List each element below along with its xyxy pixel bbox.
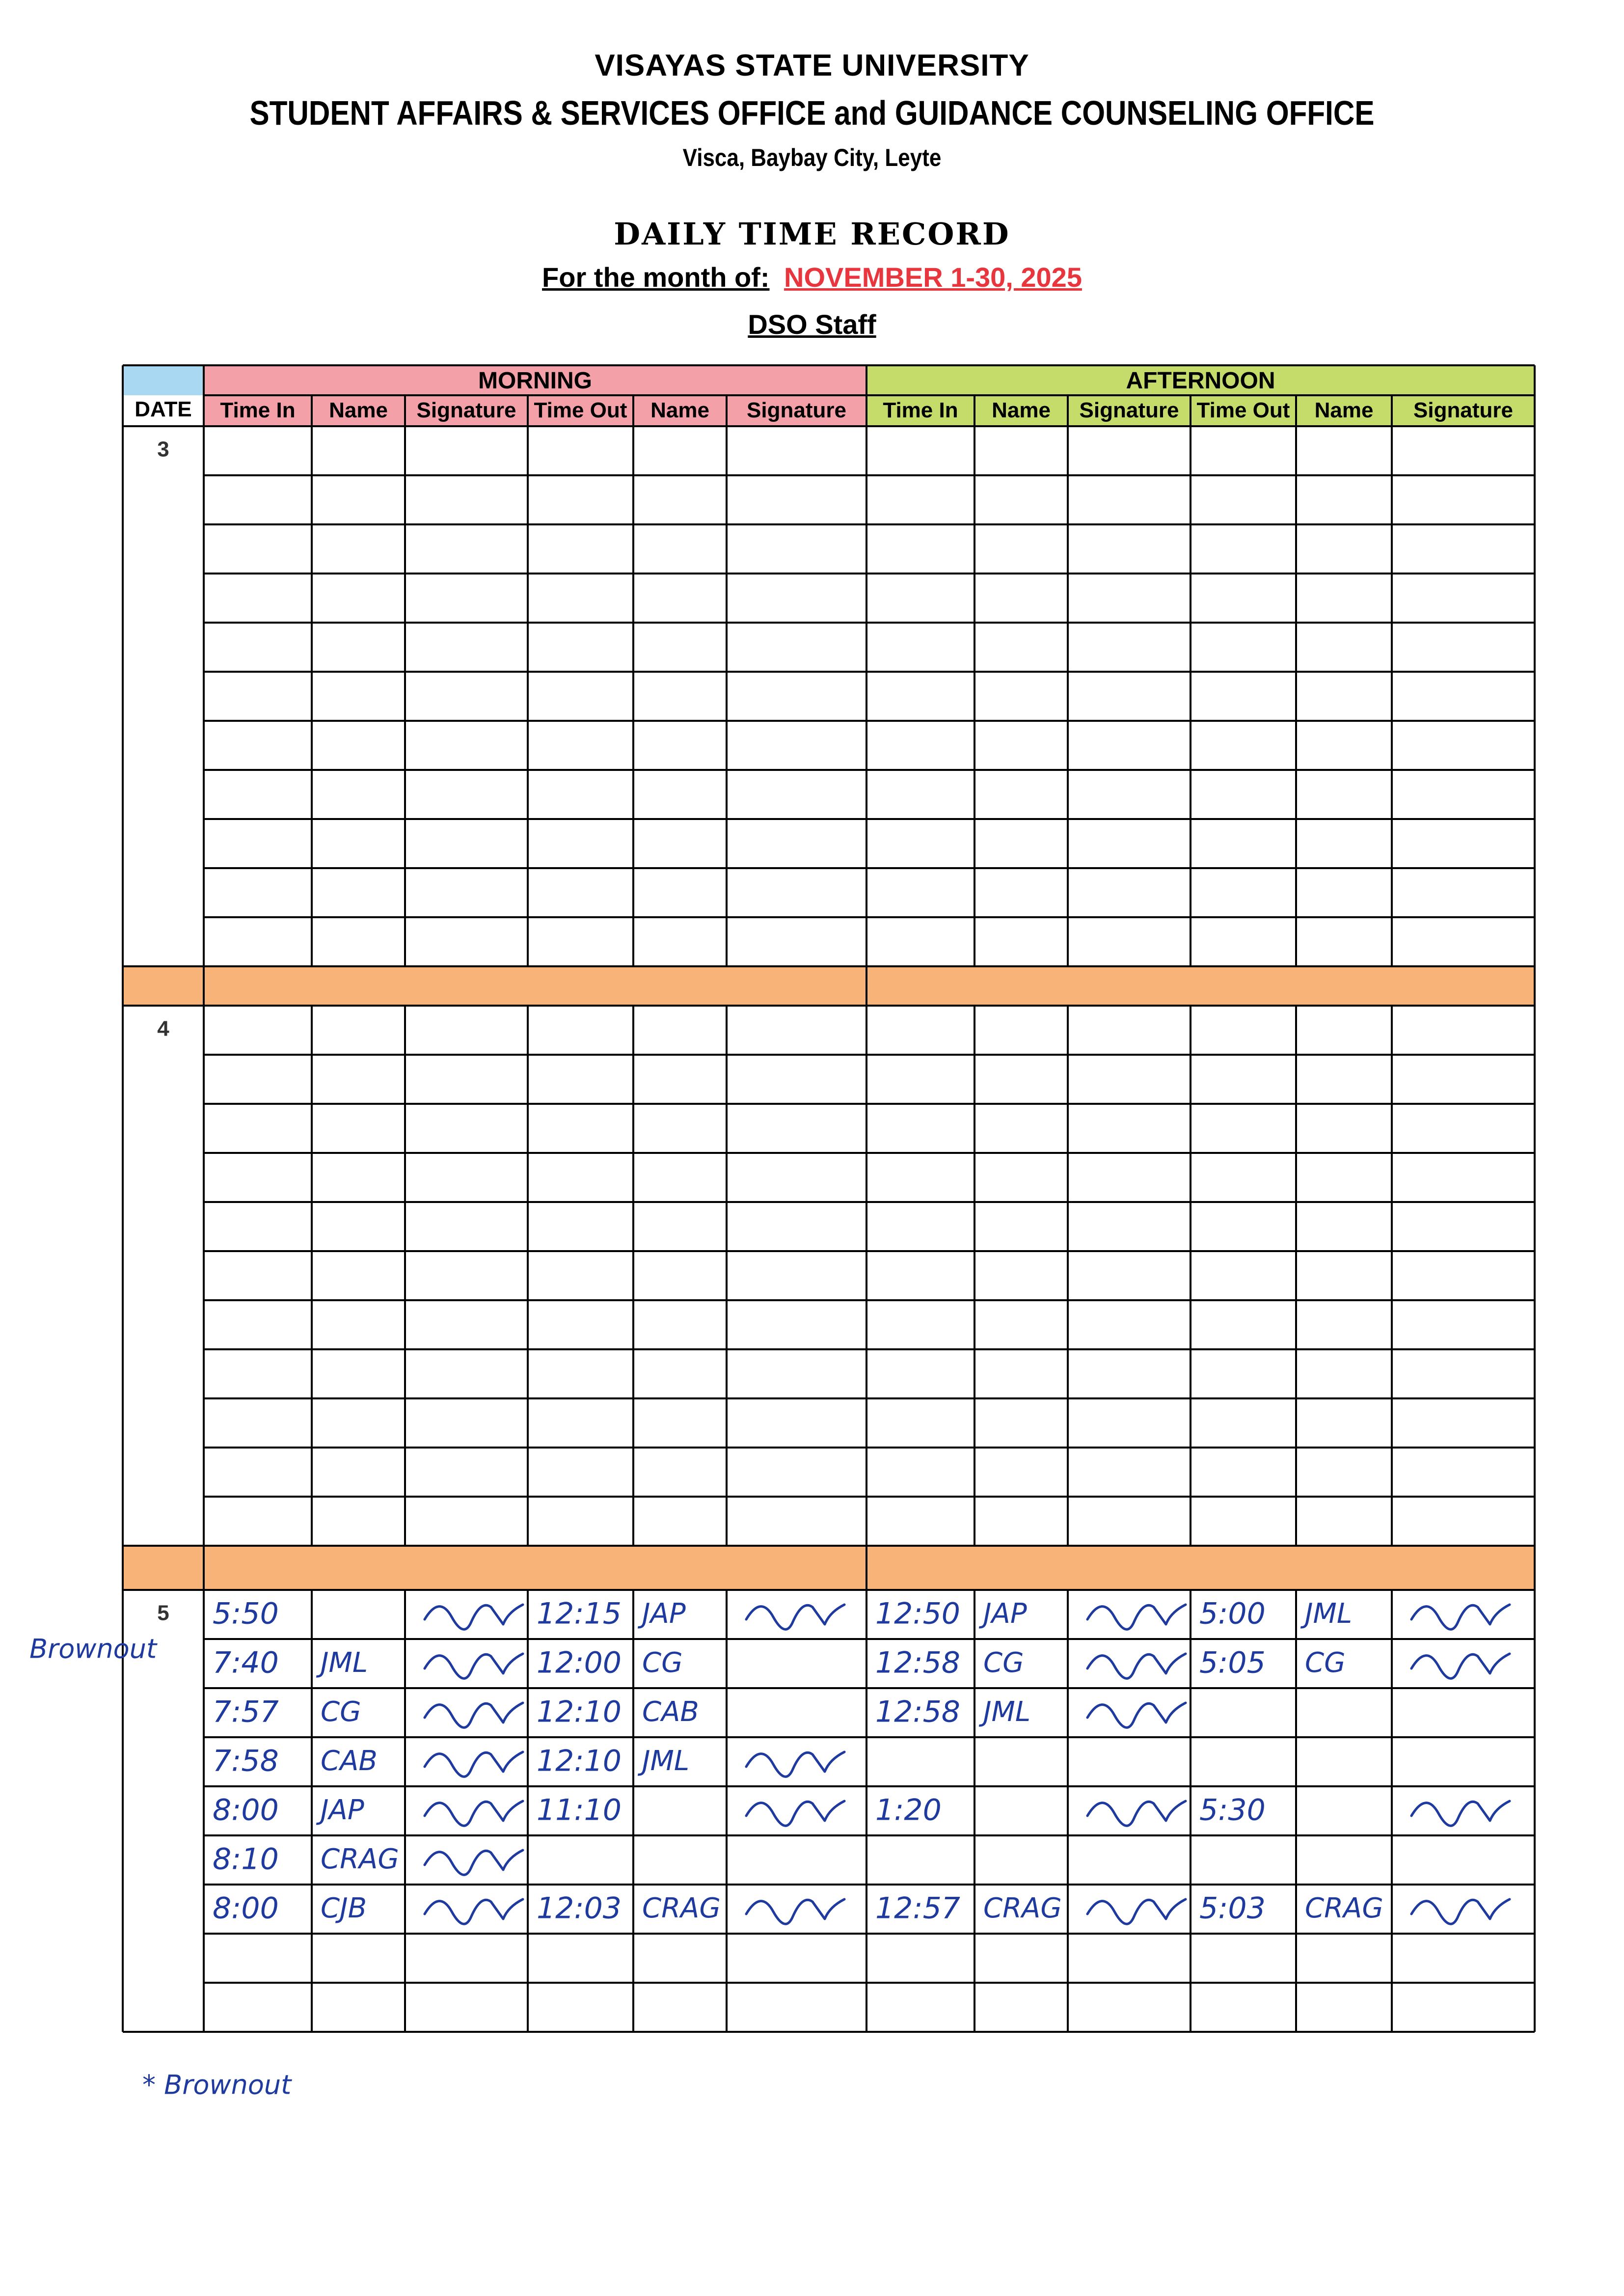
date-label: 4 — [157, 1016, 169, 1041]
signature-mark — [1087, 1899, 1186, 1924]
handwritten-entry: CRAG — [642, 1892, 721, 1925]
month-label: For the month of: — [542, 262, 770, 293]
handwritten-entry: 8:00 — [213, 1793, 279, 1828]
column-header: Signature — [416, 398, 516, 423]
university-name: VISAYAS STATE UNIVERSITY — [595, 49, 1029, 82]
day-separator — [123, 1546, 1535, 1590]
handwritten-entry: JML — [983, 1696, 1031, 1728]
signature-mark — [1411, 1899, 1510, 1924]
handwritten-entry: 8:10 — [213, 1842, 279, 1877]
handwritten-entry: 12:03 — [537, 1891, 622, 1926]
handwritten-entry: 12:58 — [875, 1645, 960, 1680]
footnote-note: * Brownout — [142, 2069, 292, 2101]
column-header: Signature — [747, 398, 846, 423]
handwritten-entry: 11:10 — [537, 1793, 622, 1828]
month-value: NOVEMBER 1-30, 2025 — [784, 262, 1082, 293]
handwritten-entry: 12:15 — [537, 1596, 622, 1631]
handwritten-entry: 12:10 — [537, 1695, 622, 1729]
office-address: Visca, Baybay City, Leyte — [682, 144, 942, 171]
staff-label: DSO Staff — [748, 309, 876, 340]
handwritten-entry: 12:00 — [537, 1645, 622, 1680]
handwritten-entry: CAB — [642, 1696, 699, 1728]
signature-mark — [746, 1801, 844, 1826]
date-header-band — [123, 365, 204, 395]
date-label: 3 — [157, 437, 169, 462]
signature-mark — [746, 1899, 844, 1924]
handwritten-entry: 7:57 — [213, 1695, 279, 1729]
handwritten-entry: 7:58 — [213, 1744, 279, 1778]
day-separator — [123, 966, 1535, 1006]
handwritten-entry: CG — [1305, 1647, 1346, 1679]
column-header: Time Out — [534, 398, 627, 423]
column-header: Time In — [220, 398, 296, 423]
handwritten-entry: CRAG — [983, 1892, 1062, 1925]
signature-mark — [1087, 1703, 1186, 1727]
handwritten-entry: JAP — [983, 1598, 1027, 1630]
signature-mark — [425, 1752, 523, 1777]
form-title: DAILY TIME RECORD — [614, 216, 1010, 252]
signature-mark — [425, 1899, 523, 1924]
date-label: 5 — [157, 1601, 169, 1625]
handwritten-entry: JAP — [321, 1794, 364, 1827]
handwritten-entry: JML — [1305, 1598, 1353, 1630]
handwritten-entry: CG — [983, 1647, 1024, 1679]
morning-header: MORNING — [478, 368, 592, 394]
handwritten-entry: 12:50 — [875, 1596, 960, 1631]
handwritten-entry: 5:30 — [1199, 1793, 1266, 1828]
signature-mark — [1087, 1605, 1186, 1629]
signature-mark — [425, 1703, 523, 1727]
handwritten-entry: JML — [321, 1647, 368, 1679]
afternoon-header: AFTERNOON — [1126, 368, 1275, 394]
handwritten-entry: CJB — [321, 1892, 367, 1925]
handwritten-entry: 1:20 — [875, 1793, 942, 1828]
handwritten-entry: 8:00 — [213, 1891, 279, 1926]
column-header: Name — [992, 398, 1051, 423]
handwritten-entry: CG — [642, 1647, 683, 1679]
handwritten-entry: CRAG — [321, 1843, 399, 1876]
signature-mark — [746, 1605, 844, 1629]
signature-mark — [1411, 1801, 1510, 1826]
signature-mark — [1411, 1654, 1510, 1678]
handwritten-entry: 7:40 — [213, 1645, 279, 1680]
handwritten-entry: 5:03 — [1199, 1891, 1266, 1926]
office-name: STUDENT AFFAIRS & SERVICES OFFICE and GUIDANCE COUNSELING OFFICE — [249, 94, 1375, 132]
date-header: DATE — [135, 397, 192, 422]
signature-mark — [425, 1850, 523, 1875]
handwritten-entry: CAB — [321, 1745, 378, 1777]
signature-mark — [1087, 1654, 1186, 1678]
signature-mark — [746, 1752, 844, 1777]
signature-mark — [425, 1605, 523, 1629]
grid-lines — [123, 365, 1535, 2032]
handwritten-entry: CG — [321, 1696, 361, 1728]
column-header: Time Out — [1196, 398, 1290, 423]
margin-note: Brownout — [29, 1633, 157, 1665]
column-header: Name — [650, 398, 709, 423]
signature-mark — [425, 1801, 523, 1826]
handwritten-entry: 12:10 — [537, 1744, 622, 1778]
column-header: Name — [1314, 398, 1374, 423]
column-header: Name — [329, 398, 388, 423]
column-header: Signature — [1079, 398, 1179, 423]
handwritten-entry: JML — [642, 1745, 690, 1777]
signature-mark — [1087, 1801, 1186, 1826]
handwritten-entry: CRAG — [1305, 1892, 1383, 1925]
handwritten-entry: 5:50 — [213, 1596, 279, 1631]
signature-mark — [425, 1654, 523, 1678]
handwritten-entry: 12:57 — [875, 1891, 960, 1926]
handwritten-entry: 12:58 — [875, 1695, 960, 1729]
handwritten-entry: 5:00 — [1199, 1596, 1266, 1631]
handwritten-entry: JAP — [642, 1598, 686, 1630]
column-header: Time In — [883, 398, 958, 423]
column-header: Signature — [1413, 398, 1513, 423]
signature-mark — [1411, 1605, 1510, 1629]
handwritten-entry: 5:05 — [1199, 1645, 1266, 1680]
